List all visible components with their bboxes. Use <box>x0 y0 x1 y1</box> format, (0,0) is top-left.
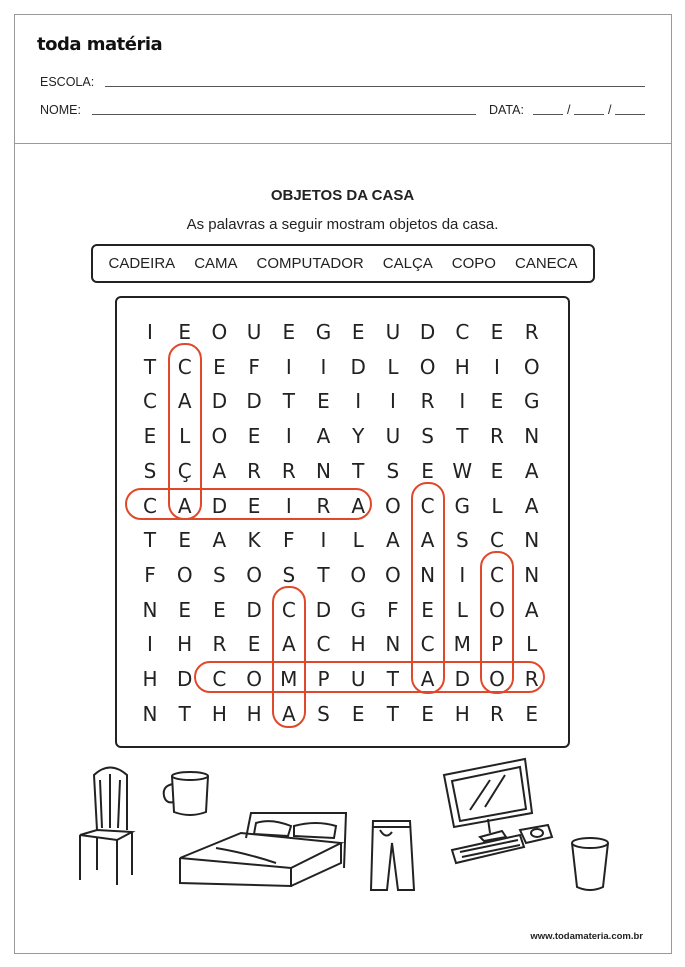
date-year-field[interactable] <box>615 114 645 115</box>
word-list-item: COPO <box>451 255 496 272</box>
grid-letter[interactable]: C <box>420 493 435 518</box>
grid-letter[interactable]: E <box>178 597 191 622</box>
grid-letter[interactable]: S <box>317 701 330 726</box>
grid-letter[interactable]: E <box>247 493 261 518</box>
grid-letter[interactable]: I <box>494 354 500 379</box>
grid-letter[interactable]: R <box>212 632 227 657</box>
grid-letter[interactable]: C <box>455 320 470 344</box>
grid-letter[interactable]: R <box>524 667 539 691</box>
grid-letter[interactable]: I <box>285 424 292 449</box>
grid-letter[interactable]: A <box>316 424 331 449</box>
grid-letter[interactable]: O <box>211 424 228 449</box>
grid-letter[interactable]: U <box>385 424 401 449</box>
grid-letter[interactable]: E <box>421 597 434 622</box>
grid-letter[interactable]: C <box>420 632 435 657</box>
grid-letter[interactable]: C <box>316 632 331 657</box>
grid-letter[interactable]: E <box>247 424 261 449</box>
grid-letter[interactable]: O <box>211 320 228 344</box>
grid-letter[interactable]: M <box>453 632 471 657</box>
grid-letter[interactable]: S <box>282 562 296 587</box>
grid-letter[interactable]: P <box>490 632 504 657</box>
grid-letter[interactable]: I <box>459 562 466 587</box>
grid-letter[interactable]: D <box>454 667 470 691</box>
grid-letter[interactable]: C <box>143 389 157 414</box>
grid-letter[interactable]: O <box>350 562 367 587</box>
grid-letter[interactable]: O <box>176 562 193 587</box>
grid-letter[interactable]: R <box>247 458 262 483</box>
grid-letter[interactable]: I <box>285 354 292 379</box>
grid-letter[interactable]: T <box>456 424 469 449</box>
grid-letter[interactable]: E <box>490 458 504 483</box>
grid-letter[interactable]: O <box>246 562 262 587</box>
grid-letter[interactable]: N <box>420 562 436 587</box>
grid-letter[interactable]: E <box>213 354 226 379</box>
grid-letter[interactable]: G <box>315 320 332 344</box>
chair-icon <box>72 760 142 890</box>
grid-letter[interactable]: H <box>142 667 158 691</box>
grid-letter[interactable]: G <box>454 493 471 518</box>
nome-field[interactable] <box>92 114 476 115</box>
grid-letter[interactable]: D <box>419 320 436 344</box>
bed-icon <box>176 808 351 888</box>
grid-letter[interactable]: E <box>351 701 365 726</box>
grid-letter[interactable]: K <box>247 528 261 553</box>
nome-label: NOME: <box>40 103 81 117</box>
grid-letter[interactable]: A <box>524 493 539 518</box>
grid-letter[interactable]: T <box>352 458 365 483</box>
grid-letter[interactable]: N <box>524 528 540 553</box>
grid-letter[interactable]: F <box>248 354 260 379</box>
grid-letter[interactable]: E <box>143 424 157 449</box>
grid-letter[interactable]: R <box>490 424 504 449</box>
grid-letter[interactable]: U <box>246 320 262 344</box>
grid-letter[interactable]: O <box>385 493 401 518</box>
grid-letter[interactable]: C <box>177 354 192 379</box>
grid-letter[interactable]: A <box>524 458 539 483</box>
word-list-item: COMPUTADOR <box>256 255 364 272</box>
grid-letter[interactable]: E <box>213 597 226 622</box>
grid-letter[interactable]: H <box>454 701 470 726</box>
grid-letter[interactable]: D <box>211 493 228 518</box>
grid-letter[interactable]: T <box>143 354 157 379</box>
grid-letter[interactable]: E <box>421 701 434 726</box>
grid-letter[interactable]: A <box>281 701 296 726</box>
grid-letter[interactable]: S <box>143 458 157 483</box>
grid-letter[interactable]: A <box>177 493 192 518</box>
grid-letter[interactable]: T <box>282 389 295 414</box>
grid-letter[interactable]: H <box>454 354 470 379</box>
grid-letter[interactable]: H <box>177 632 193 657</box>
word-list-item: CADEIRA <box>108 255 176 272</box>
grid-letter[interactable]: D <box>246 389 262 414</box>
grid-letter[interactable]: E <box>178 320 191 344</box>
grid-letter[interactable]: D <box>246 597 262 622</box>
grid-letter[interactable]: I <box>320 528 327 553</box>
grid-letter[interactable]: I <box>459 389 466 414</box>
grid-letter[interactable]: E <box>490 389 504 414</box>
grid-letter[interactable]: D <box>315 597 332 622</box>
grid-letter[interactable]: O <box>246 667 262 691</box>
date-month-field[interactable] <box>574 114 604 115</box>
grid-letter[interactable]: S <box>455 528 469 553</box>
grid-letter[interactable]: N <box>524 562 540 587</box>
instructions: As palavras a seguir mostram objetos da casa. <box>186 216 499 233</box>
grid-letter[interactable]: A <box>177 389 192 414</box>
grid-letter[interactable]: U <box>350 667 366 691</box>
grid-letter[interactable]: S <box>213 562 226 587</box>
grid-letter[interactable]: C <box>143 493 157 518</box>
grid-letter[interactable]: E <box>351 320 365 344</box>
logo: toda matéria <box>37 34 163 55</box>
grid-letter[interactable]: O <box>489 597 505 622</box>
data-label: DATA: <box>489 103 524 117</box>
grid-letter[interactable]: S <box>386 458 400 483</box>
grid-letter[interactable]: C <box>490 562 504 587</box>
grid-letter[interactable]: O <box>419 354 436 379</box>
grid-letter[interactable]: M <box>280 667 298 691</box>
grid-letter[interactable]: L <box>491 493 503 518</box>
grid-letter[interactable]: G <box>350 597 366 622</box>
grid-letter[interactable]: T <box>386 667 399 691</box>
grid-letter[interactable]: S <box>421 424 434 449</box>
grid-letter[interactable]: A <box>351 493 366 518</box>
grid-letter[interactable]: I <box>389 389 396 414</box>
grid-letter[interactable]: R <box>490 701 504 726</box>
grid-letter[interactable]: T <box>143 528 157 553</box>
grid-letter[interactable]: N <box>316 458 331 483</box>
grid-letter[interactable]: E <box>247 632 261 657</box>
grid-letter[interactable]: R <box>524 320 539 344</box>
footer-url: www.todamateria.com.br <box>530 931 643 942</box>
grid-letter[interactable]: F <box>283 528 295 553</box>
grid-letter[interactable]: C <box>281 597 296 622</box>
grid-letter[interactable]: W <box>452 458 473 483</box>
grid-letter[interactable]: L <box>179 424 191 449</box>
grid-letter[interactable]: H <box>350 632 366 657</box>
grid-letter[interactable]: I <box>147 320 153 344</box>
grid-letter[interactable]: O <box>489 667 505 691</box>
grid-letter[interactable]: L <box>352 528 364 553</box>
grid-letter[interactable]: N <box>385 632 401 657</box>
date-day-field[interactable] <box>533 114 563 115</box>
grid-letter[interactable]: E <box>421 458 434 483</box>
grid-letter[interactable]: A <box>524 597 539 622</box>
grid-letter[interactable]: R <box>316 493 331 518</box>
grid-letter[interactable]: R <box>281 458 296 483</box>
grid-letter[interactable]: Ç <box>177 458 192 483</box>
glass-icon <box>568 835 613 895</box>
grid-letter[interactable]: E <box>282 320 296 344</box>
grid-letter[interactable]: D <box>211 389 228 414</box>
grid-letter[interactable]: A <box>420 528 435 553</box>
grid-letter[interactable]: L <box>456 597 468 622</box>
grid-letter[interactable]: D <box>350 354 366 379</box>
grid-letter[interactable]: A <box>386 528 400 553</box>
word-list-item: CAMA <box>194 255 238 272</box>
grid-letter[interactable]: U <box>385 320 401 344</box>
word-list <box>91 244 595 283</box>
word-list-item: CANECA <box>514 255 578 272</box>
grid-letter[interactable]: A <box>212 528 227 553</box>
date-separator: / <box>608 103 612 117</box>
word-search-grid <box>115 296 570 748</box>
grid-letter[interactable]: F <box>144 562 156 587</box>
pants-icon <box>368 818 418 893</box>
grid-letter[interactable]: F <box>387 597 399 622</box>
grid-letter[interactable]: A <box>420 667 435 691</box>
grid-letter[interactable]: L <box>387 354 399 379</box>
grid-letter[interactable]: D <box>176 667 193 691</box>
grid-letter[interactable]: H <box>246 701 262 726</box>
grid-letter[interactable]: H <box>211 701 227 726</box>
grid-letter[interactable]: C <box>490 528 504 553</box>
grid-letter[interactable]: A <box>281 632 296 657</box>
grid-letter[interactable]: R <box>420 389 435 414</box>
grid-letter[interactable]: L <box>526 632 538 657</box>
grid-letter[interactable]: E <box>317 389 330 414</box>
grid-letter[interactable]: P <box>317 667 330 691</box>
grid-letter[interactable]: A <box>212 458 227 483</box>
date-separator: / <box>567 103 571 117</box>
grid-letter[interactable]: O <box>385 562 401 587</box>
word-list-item: CALÇA <box>382 255 433 272</box>
grid-letter[interactable]: N <box>142 701 158 726</box>
grid-letter[interactable]: E <box>525 701 538 726</box>
grid-letter[interactable]: E <box>178 528 191 553</box>
grid-letter[interactable]: N <box>142 597 158 622</box>
grid-letter[interactable]: I <box>285 493 292 518</box>
grid-letter[interactable]: G <box>523 389 540 414</box>
grid-letter[interactable]: O <box>523 354 540 379</box>
grid-letter[interactable]: I <box>147 632 153 657</box>
grid-letter[interactable]: T <box>178 701 191 726</box>
grid-letter[interactable]: E <box>490 320 504 344</box>
grid-letter[interactable]: C <box>212 667 227 691</box>
grid-letter[interactable]: I <box>355 389 362 414</box>
grid-letter[interactable]: T <box>317 562 330 587</box>
grid-letter[interactable]: I <box>320 354 327 379</box>
grid-letter[interactable]: Y <box>352 424 365 449</box>
escola-field[interactable] <box>105 86 645 87</box>
escola-label: ESCOLA: <box>40 75 95 89</box>
grid-letter[interactable]: N <box>524 424 540 449</box>
page-title: OBJETOS DA CASA <box>270 187 415 204</box>
grid-letter[interactable]: T <box>386 701 399 726</box>
